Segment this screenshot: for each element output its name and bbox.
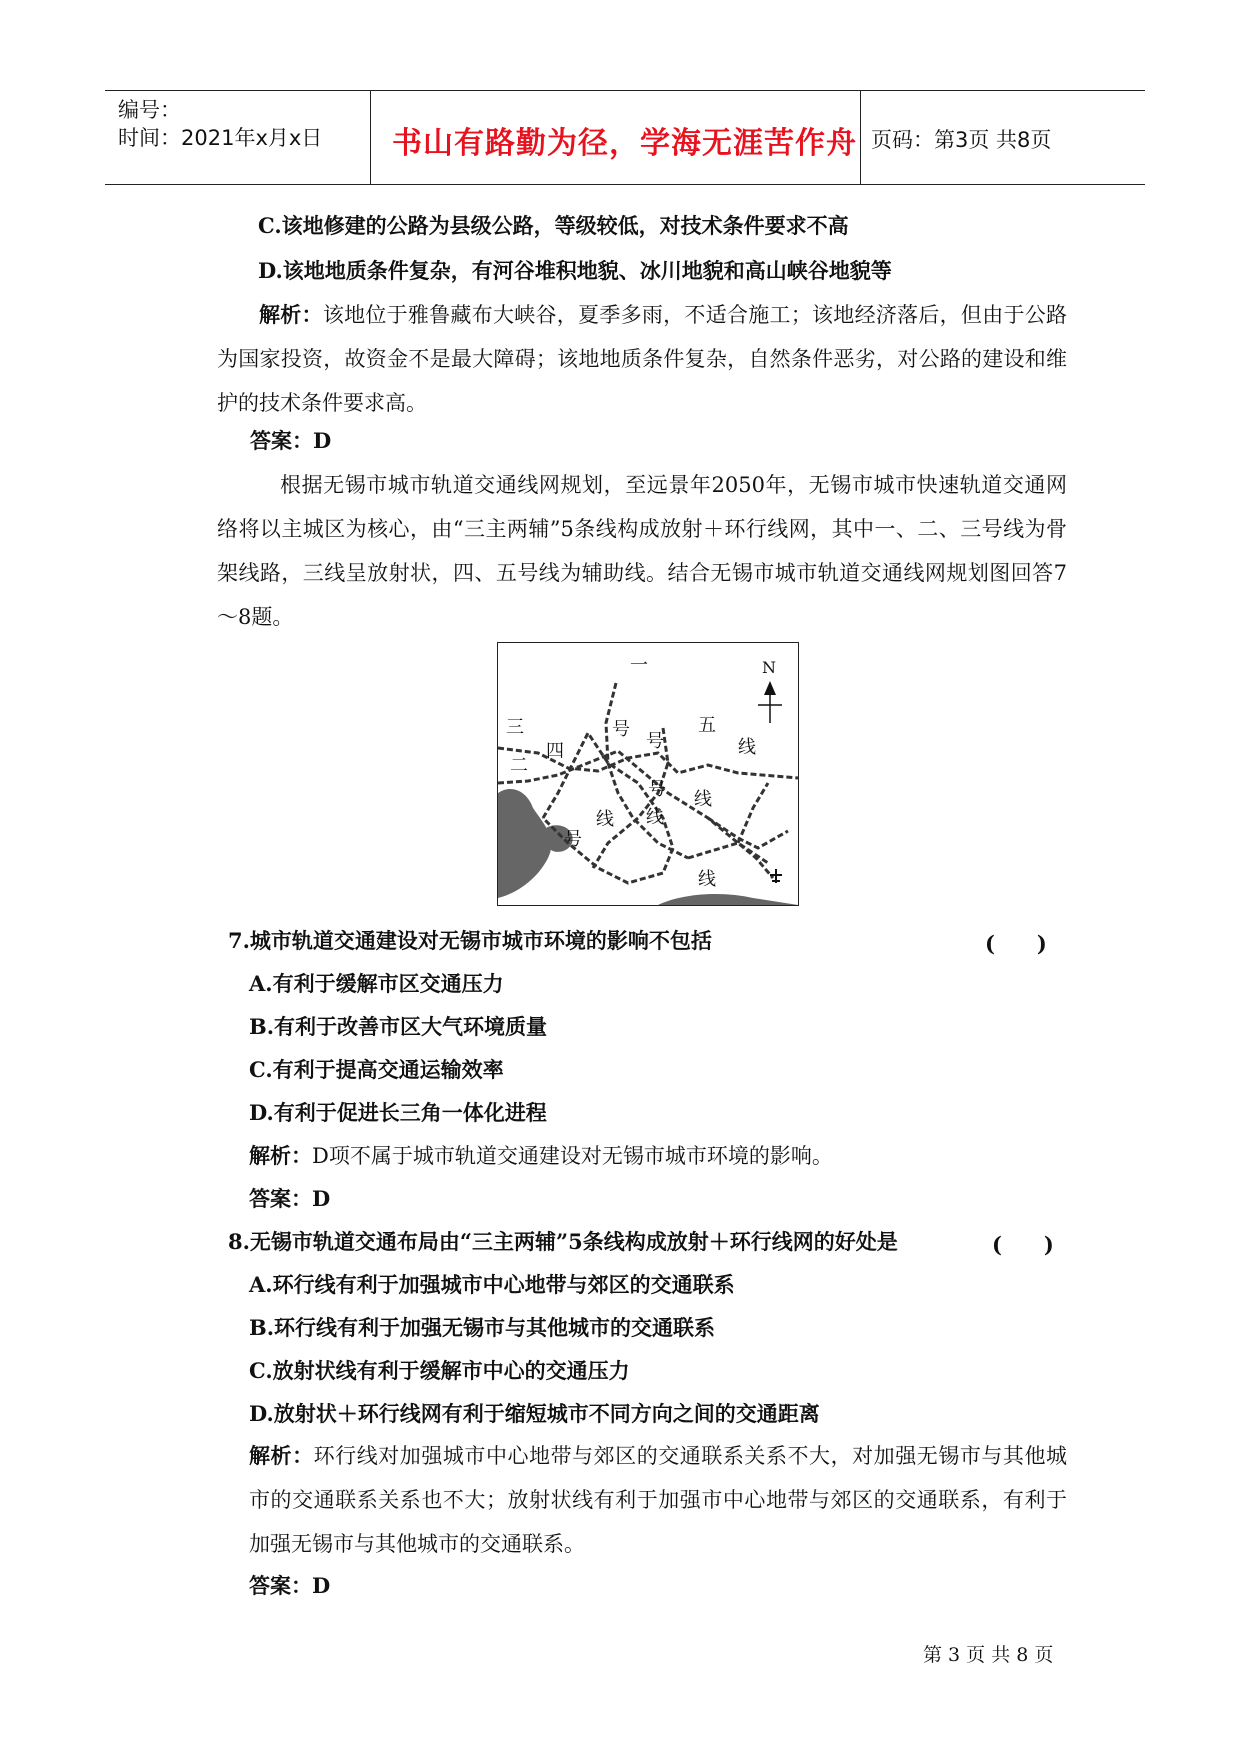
q8-option-a: A.环行线有利于加强城市中心地带与郊区的交通联系 (249, 1272, 735, 1297)
prev-option-d: D.该地地质条件复杂，有河谷堆积地貌、冰川地貌和高山峡谷地貌等 (258, 258, 892, 283)
q8-stem: 8.无锡市轨道交通布局由“三主两辅”5条线构成放射＋环行线网的好处是 (228, 1229, 898, 1254)
q8-option-b: B.环行线有利于加强无锡市与其他城市的交通联系 (249, 1315, 716, 1340)
rail-network-svg (498, 643, 798, 905)
prev-analysis-text: 该地位于雅鲁藏布大峡谷，夏季多雨，不适合施工；该地经济落后，但由于公路为国家投资，故资金不是最大障碍；该地地质条件复杂，自然条件恶劣，对公路的建设和维护的技术条件要求高。 (217, 303, 1067, 415)
q7-answer-paren: ( ) (985, 931, 1047, 956)
rail-network-map (497, 642, 799, 906)
q8-analysis-text: 环行线对加强城市中心地带与郊区的交通联系关系不大，对加强无锡市与其他城市的交通联系关系也不大；放射状线有利于加强市中心地带与郊区的交通联系，有利于加强无锡市与其他城市的交通联系。 (249, 1444, 1068, 1556)
q7-analysis-text: D项不属于城市轨道交通建设对无锡市城市环境的影响。 (312, 1144, 833, 1168)
q7-stem: 7.城市轨道交通建设对无锡市城市环境的影响不包括 (228, 928, 712, 953)
map-label-two: 二 (510, 755, 528, 776)
time-label: 时间：2021年x月x日 (118, 126, 323, 150)
prev-answer: 答案：D (250, 428, 332, 453)
q7-analysis-label: 解析： (249, 1143, 312, 1168)
q7-option-d: D.有利于促进长三角一体化进程 (249, 1100, 547, 1125)
map-label-hao-2: 号 (646, 731, 664, 752)
map-label-hao-1: 号 (612, 719, 630, 740)
map-label-xian-2: 线 (694, 789, 712, 810)
map-label-hao-3: 号 (648, 779, 666, 800)
northeast-branch-track (738, 783, 768, 843)
airplane-icon (770, 869, 782, 883)
map-north-label: N (762, 658, 776, 677)
prev-analysis-label: 解析： (259, 302, 323, 327)
header-bottom-rule (105, 184, 1145, 185)
q7-option-b: B.有利于改善市区大气环境质量 (249, 1014, 548, 1039)
header-page-label: 页码：第3页 共8页 (871, 128, 1052, 152)
q8-analysis (249, 1434, 1067, 1566)
q7-option-a: A.有利于缓解市区交通压力 (249, 971, 504, 996)
lake-west (498, 789, 551, 898)
map-label-xian-3: 线 (596, 809, 614, 830)
map-label-one: 一 (630, 655, 648, 676)
footer-page-number: 第 3 页 共 8 页 (923, 1644, 1054, 1666)
intro-paragraph: 根据无锡市城市轨道交通线网规划，至远景年2050年，无锡市城市快速轨道交通网络将以主城区为核心，由“三主两辅”5条线构成放射＋环行线网，其中一、二、三号线为骨架线路，三线呈放射状，四、五号线为辅助线。结合无锡市城市轨道交通线网规划图回答7～8题。 (217, 473, 1067, 629)
map-label-four: 四 (546, 741, 564, 762)
map-label-three: 三 (506, 717, 524, 738)
map-label-five: 五 (698, 715, 716, 736)
q7-analysis (249, 1143, 833, 1169)
north-arrow-icon (758, 681, 782, 723)
q8-answer-paren: ( ) (992, 1232, 1054, 1257)
header-divider-left (370, 90, 371, 184)
q8-answer: 答案：D (249, 1573, 331, 1598)
q7-answer: 答案：D (249, 1186, 331, 1211)
serial-label: 编号： (118, 98, 181, 122)
map-label-xian-1: 线 (738, 737, 756, 758)
lake-south (658, 894, 798, 905)
q8-option-c: C.放射状线有利于缓解市中心的交通压力 (249, 1358, 630, 1383)
q8-analysis-label: 解析： (249, 1443, 314, 1468)
map-label-xian-4: 线 (646, 807, 664, 828)
motto: 书山有路勤为径，学海无涯苦作舟 (392, 126, 857, 161)
q7-option-c: C.有利于提高交通运输效率 (249, 1057, 504, 1082)
prev-analysis (217, 293, 1067, 425)
map-label-xian-5: 线 (698, 869, 716, 890)
q8-option-d: D.放射状＋环行线网有利于缩短城市不同方向之间的交通距离 (249, 1401, 820, 1426)
prev-option-c: C.该地修建的公路为县级公路，等级较低，对技术条件要求不高 (258, 213, 849, 238)
header-divider-right (860, 90, 861, 184)
map-label-hao-4: 号 (564, 829, 582, 850)
header-top-rule (105, 90, 1145, 91)
